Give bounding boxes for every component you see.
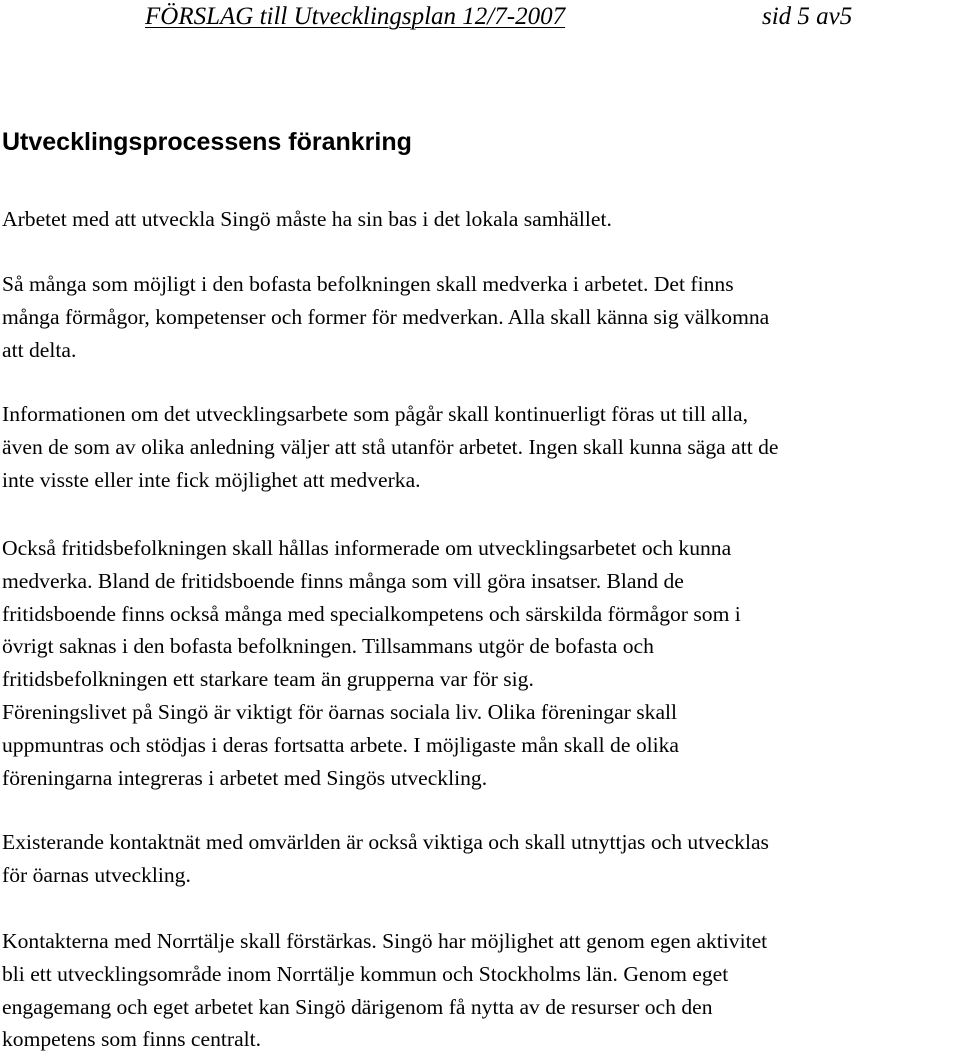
- text-line: många förmågor, kompetenser och former för medverkan. Alla skall känna sig välkomna: [2, 304, 770, 329]
- text-line: Kontakterna med Norrtälje skall förstärkas. Singö har möjlighet att genom egen aktivitet: [2, 929, 768, 953]
- paragraph-2: [2, 268, 960, 366]
- text-line: Arbetet med att utveckla Singö måste ha sin bas i det lokala samhället.: [2, 207, 612, 231]
- page-number: sid 5 av5: [762, 3, 853, 30]
- section-heading: Utvecklingsprocessens förankring: [2, 128, 412, 156]
- paragraph-6: [2, 925, 960, 1056]
- text-line: för öarnas utveckling.: [2, 862, 191, 887]
- page-header: [0, 3, 960, 35]
- text-line: fritidsbefolkningen ett starkare team än grupperna var för sig.: [2, 667, 534, 692]
- text-line: föreningarna integreras i arbetet med Singös utveckling.: [2, 765, 488, 790]
- paragraph-3: [2, 398, 960, 496]
- text-line: Existerande kontaktnät med omvärlden är också viktiga och skall utnyttjas och utvecklas: [2, 830, 769, 854]
- text-line: övrigt saknas i den bofasta befolkningen. Tillsammans utgör de bofasta och: [2, 634, 654, 659]
- text-line: inte visste eller inte fick möjlighet att medverka.: [2, 467, 421, 492]
- text-line: bli ett utvecklingsområde inom Norrtälje kommun och Stockholms län. Genom eget: [2, 961, 729, 986]
- text-line: kompetens som finns centralt.: [2, 1027, 262, 1052]
- text-line: Föreningslivet på Singö är viktigt för öarnas sociala liv. Olika föreningar skall: [2, 699, 678, 724]
- text-line: fritidsboende finns också många med specialkompetens och särskilda förmågor som i: [2, 601, 741, 626]
- paragraph-1: [2, 203, 960, 236]
- text-line: uppmuntras och stödjas i deras fortsatta arbete. I möjligaste mån skall de olika: [2, 732, 680, 757]
- text-line: att delta.: [2, 337, 77, 362]
- text-line: Så många som möjligt i den bofasta befolkningen skall medverka i arbetet. Det finns: [2, 272, 734, 296]
- text-line: Också fritidsbefolkningen skall hållas informerade om utvecklingsarbetet och kunna: [2, 536, 732, 560]
- text-line: medverka. Bland de fritidsboende finns många som vill göra insatser. Bland de: [2, 568, 684, 593]
- text-line: även de som av olika anledning väljer att stå utanför arbetet. Ingen skall kunna säga att de: [2, 434, 779, 459]
- paragraph-5: [2, 826, 960, 892]
- text-line: Informationen om det utvecklingsarbete som pågår skall kontinuerligt föras ut till alla,: [2, 402, 748, 426]
- paragraph-4: [2, 532, 960, 794]
- text-line: engagemang och eget arbetet kan Singö därigenom få nytta av de resurser och den: [2, 994, 713, 1019]
- document-title: FÖRSLAG till Utvecklingsplan 12/7-2007: [145, 3, 566, 30]
